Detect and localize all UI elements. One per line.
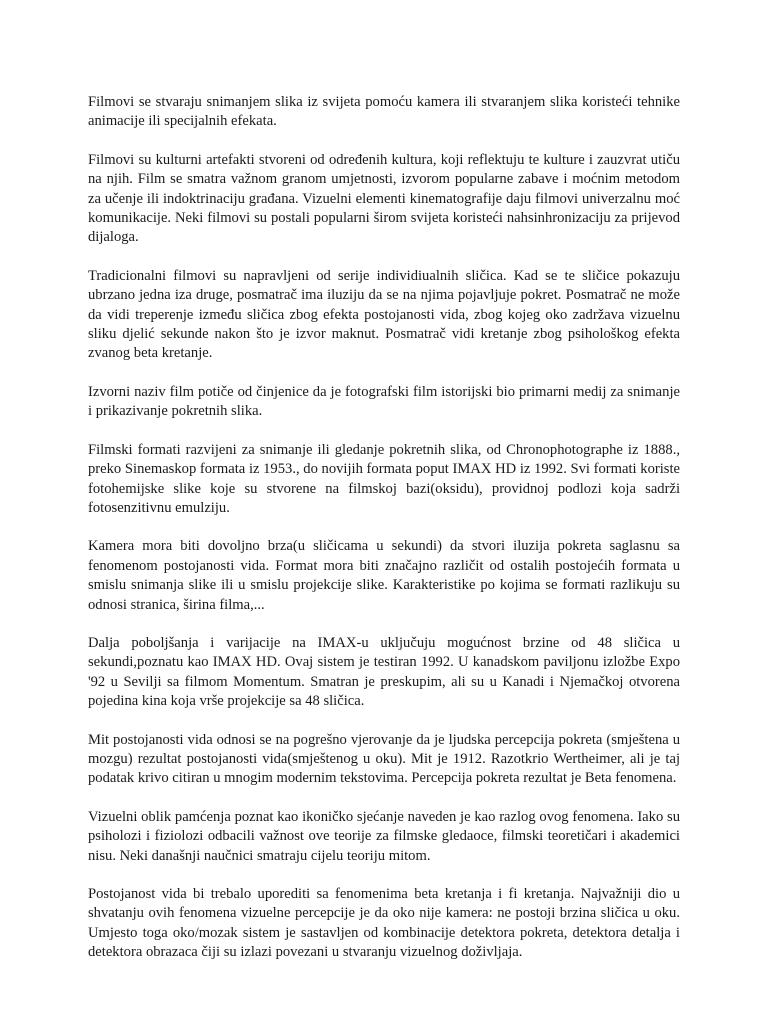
- paragraph-1: Filmovi se stvaraju snimanjem slika iz svijeta pomoću kamera ili stvaranjem slika koristeći tehnike animacije ili specijalnih efekata.: [88, 94, 680, 130]
- document-body: [88, 93, 680, 963]
- paragraph-6: Kamera mora biti dovoljno brza(u sličicama u sekundi) da stvori iluzija pokreta saglasnu sa fenomenom postojanosti vida. Format mora biti značajno različit od ostalih postojećih formata u smislu snimanja slike ili u smislu projekcije slike. Karakteristike po kojima se formati razlikuju su odnosi stranica, širina filma,...: [88, 538, 680, 613]
- paragraph-9: Vizuelni oblik pamćenja poznat kao ikoničko sjećanje naveden je kao razlog ovog fenomena. Iako su psiholozi i fiziolozi odbacili važnost ove teorije za filmske gledaoce, filmski teoretičari i akademici nisu. Neki današnji naučnici smatraju cijelu teoriju mitom.: [88, 808, 680, 864]
- paragraph-2: Filmovi su kulturni artefakti stvoreni od određenih kultura, koji reflektuju te kulture i zauzvrat utiču na njih. Film se smatra važnom granom umjetnosti, izvorom popularne zabave i moćnim metodom za učenje ili indoktrinaciju građana. Vizuelni elementi kinematografije daju filmovi univerzalnu moć komunikacije. Neki filmovi su postali popularni širom svijeta koristeći nahsinhronizaciju za prijevod dijaloga.: [88, 151, 680, 246]
- paragraph-3: Tradicionalni filmovi su napravljeni od serije individiualnih sličica. Kad se te sličice pokazuju ubrzano jedna iza druge, posmatrač ima iluziju da se na njima pojavljuje pokret. Posmatrač ne može da vidi treperenje između sličica zbog efekta postojanosti vida, zbog kojeg oko zadržava vizuelnu sliku djelić sekunde nakon što je izvor maknut. Posmatrač vidi kretanje zbog psihološkog efekta zvanog beta kretanje.: [88, 267, 680, 362]
- paragraph-10: Postojanost vida bi trebalo uporediti sa fenomenima beta kretanja i fi kretanja. Najvažniji dio u shvatanju ovih fenomena vizuelne percepcije je da oko nije kamera: ne postoji brzina sličica u oku. Umjesto toga oko/mozak sistem je sastavljen od kombinacije detektora pokreta, detektora detalja i detektora obrazaca čiji su izlazi povezani u stvaranju vizuelnog doživljaja.: [88, 886, 680, 961]
- paragraph-7: Dalja poboljšanja i varijacije na IMAX-u uključuju mogućnost brzine od 48 sličica u sekundi,poznatu kao IMAX HD. Ovaj sistem je testiran 1992. U kanadskom paviljonu izložbe Expo '92 u Sevilji sa filmom Momentum. Smatran je preskupim, ali su u Kanadi i Njemačkoj otvorena pojedina kina koja vrše projekcije sa 48 sličica.: [88, 634, 680, 710]
- paragraph-4: Izvorni naziv film potiče od činjenice da je fotografski film istorijski bio primarni medij za snimanje i prikazivanje pokretnih slika.: [88, 383, 680, 420]
- paragraph-8: Mit postojanosti vida odnosi se na pogrešno vjerovanje da je ljudska percepcija pokreta (smještena u mozgu) rezultat postojanosti vida(smještenog u oku). Mit je 1912. Razotkrio Wertheimer, ali je taj podatak krivo citiran u mnogim modernim tekstovima. Percepcija pokreta rezultat je Beta fenomena.: [88, 731, 680, 787]
- paragraph-5: Filmski formati razvijeni za snimanje ili gledanje pokretnih slika, od Chronophotographe iz 1888., preko Sinemaskop formata iz 1953., do novijih formata poput IMAX HD iz 1992. Svi formati koriste fotohemijske slike koje su stvorene na filmskoj bazi(oksidu), providnoj podlozi koja sadrži fotosenzitivnu emulziju.: [88, 441, 680, 516]
